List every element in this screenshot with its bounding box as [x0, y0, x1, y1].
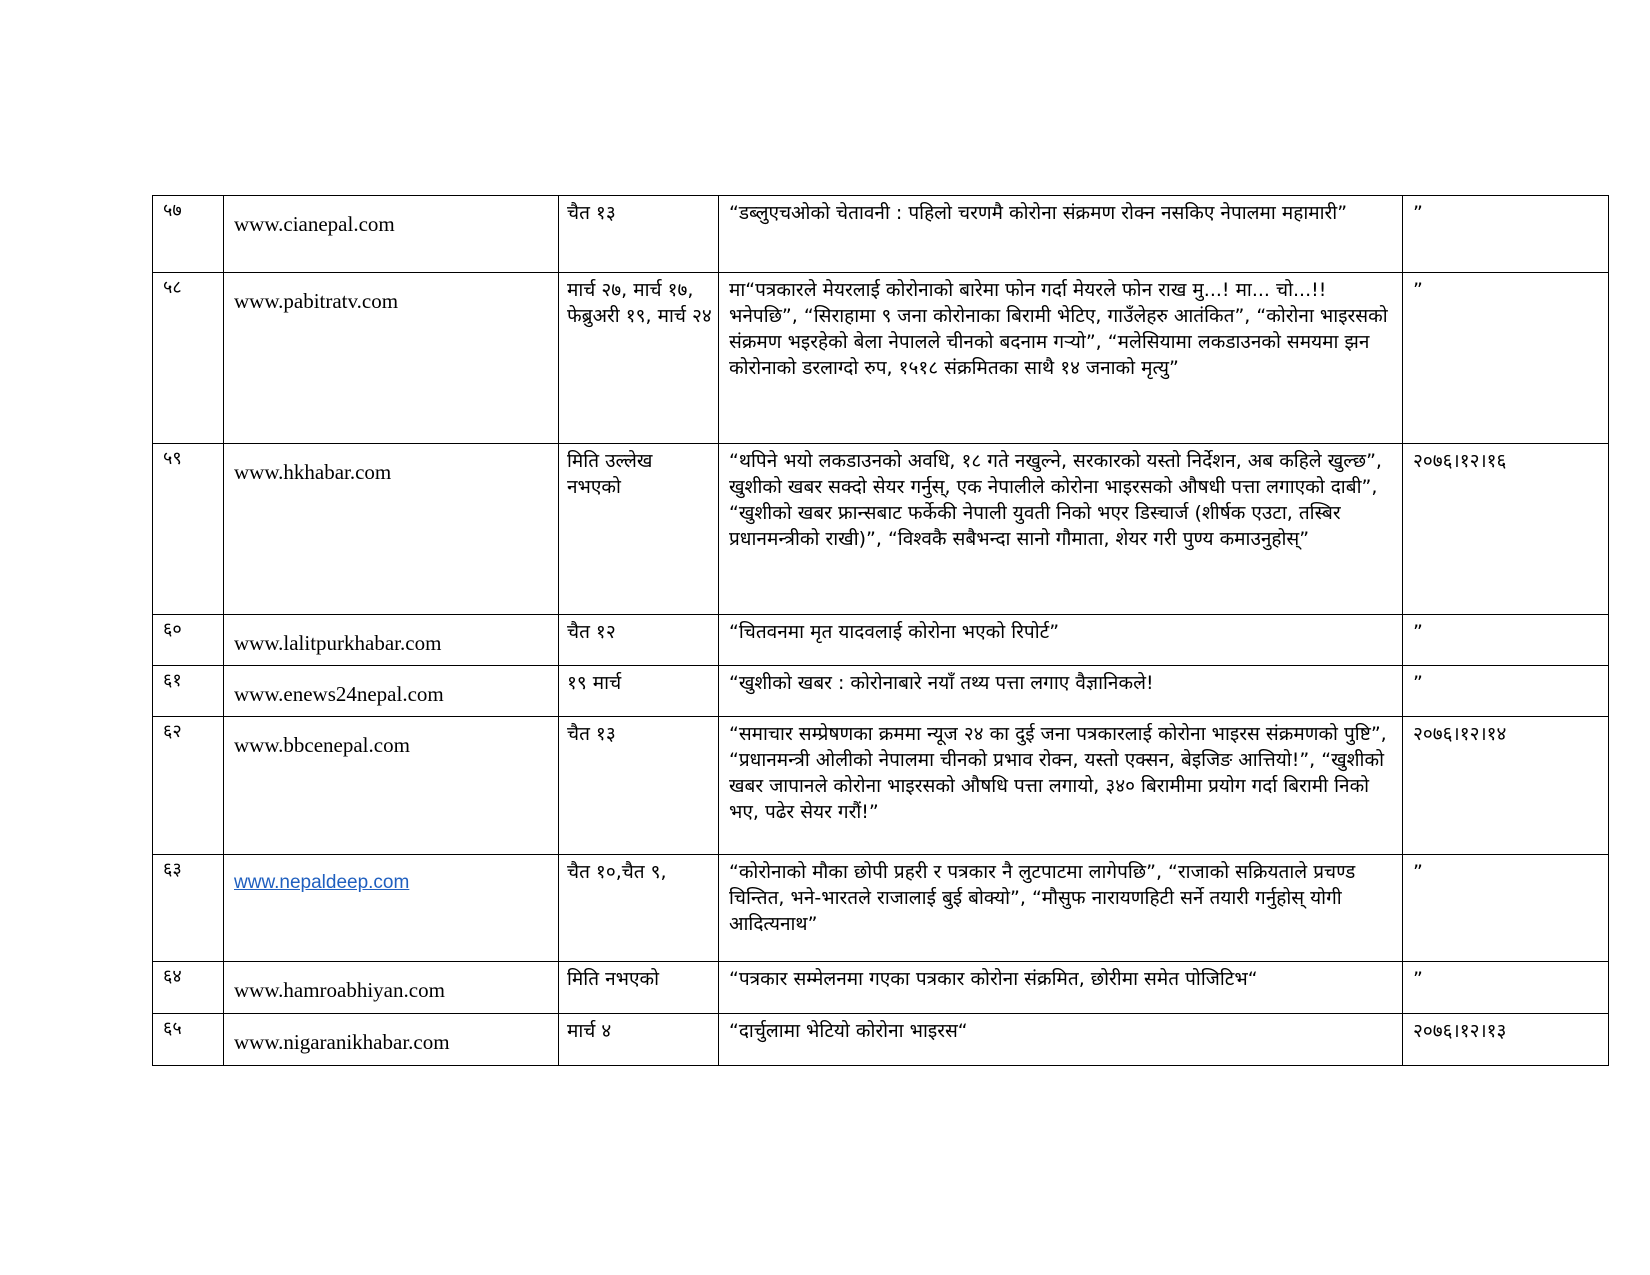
row-number: ६० — [163, 619, 182, 640]
date-cell — [559, 717, 719, 855]
website-name: www.enews24nepal.com — [234, 682, 444, 706]
website-cell — [224, 196, 559, 273]
news-headlines: “थपिने भयो लकडाउनको अवधि, १८ गते नखुल्ने, सरकारको यस्तो निर्देशन, अब कहिले खुल्छ”, खुशीको खबर सक्दो सेयर गर्नुस्, एक नेपालीले कोरोना भाइरसको औषधी पत्ता लगाएको दाबी”, “खुशीको खबर फ्रान्सबाट फर्केकी नेपाली युवती निको भएर डिस्चार्ज (शीर्षक एउटा, तस्बिर प्रधानमन्त्रीको राखी)”, “विश्वकै सबैभन्दा सानो गौमाता, शेयर गरी पुण्य कमाउनुहोस्” — [729, 450, 1382, 550]
table-row — [153, 962, 1609, 1014]
row-number: ६१ — [163, 670, 182, 691]
website-cell — [224, 855, 559, 962]
website-name: www.pabitratv.com — [234, 289, 399, 313]
row-number-cell — [153, 855, 224, 962]
remark-cell — [1403, 196, 1609, 273]
publish-date: चैत १२ — [567, 621, 616, 643]
publish-date: मिति नभएको — [567, 968, 659, 990]
remark-date: ” — [1413, 621, 1423, 643]
row-number-cell — [153, 273, 224, 444]
table-row — [153, 666, 1609, 717]
table-row — [153, 855, 1609, 962]
row-number: ६४ — [163, 966, 182, 987]
remark-cell — [1403, 666, 1609, 717]
publish-date: चैत १३ — [567, 202, 616, 224]
publish-date: मार्च ४ — [567, 1020, 612, 1042]
website-cell — [224, 717, 559, 855]
table-row — [153, 196, 1609, 273]
headline-cell — [719, 962, 1403, 1014]
remark-cell — [1403, 1014, 1609, 1066]
headline-cell — [719, 273, 1403, 444]
headline-cell — [719, 1014, 1403, 1066]
row-number: ६२ — [163, 721, 182, 742]
row-number: ६३ — [163, 859, 182, 880]
headline-cell — [719, 717, 1403, 855]
headline-cell — [719, 444, 1403, 615]
website-cell — [224, 444, 559, 615]
website-cell — [224, 615, 559, 666]
remark-date: ” — [1413, 202, 1423, 224]
remark-date: ” — [1413, 861, 1423, 883]
date-cell — [559, 444, 719, 615]
row-number-cell — [153, 615, 224, 666]
remark-cell — [1403, 273, 1609, 444]
date-cell — [559, 1014, 719, 1066]
row-number-cell — [153, 1014, 224, 1066]
news-headlines: “डब्लुएचओको चेतावनी : पहिलो चरणमै कोरोना संक्रमण रोक्न नसकिए नेपालमा महामारी” — [729, 202, 1348, 224]
headline-cell — [719, 855, 1403, 962]
publish-date: १९ मार्च — [567, 672, 622, 694]
row-number-cell — [153, 717, 224, 855]
website-cell — [224, 666, 559, 717]
headline-cell — [719, 196, 1403, 273]
row-number-cell — [153, 666, 224, 717]
table-row — [153, 717, 1609, 855]
publish-date: मिति उल्लेख नभएको — [567, 450, 653, 498]
row-number: ५७ — [163, 200, 182, 221]
remark-date: ” — [1413, 672, 1423, 694]
remark-date: २०७६।१२।१३ — [1413, 1020, 1507, 1042]
table-row — [153, 444, 1609, 615]
row-number: ५९ — [163, 448, 182, 469]
website-name: www.hkhabar.com — [234, 460, 392, 484]
website-name: www.bbcenepal.com — [234, 733, 410, 757]
website-cell — [224, 273, 559, 444]
headline-cell — [719, 666, 1403, 717]
date-cell — [559, 666, 719, 717]
table-row — [153, 273, 1609, 444]
website-name: www.nigaranikhabar.com — [234, 1030, 450, 1054]
remark-cell — [1403, 444, 1609, 615]
table-row — [153, 615, 1609, 666]
news-headlines: “चितवनमा मृत यादवलाई कोरोना भएको रिपोर्ट” — [729, 621, 1060, 643]
news-headlines: “कोरोनाको मौका छोपी प्रहरी र पत्रकार नै लुटपाटमा लागेपछि”, “राजाको सक्रियताले प्रचण्ड चिन्तित, भने-भारतले राजालाई बुई बोक्यो”, “मौसुफ नारायणहिटी सर्ने तयारी गर्नुहोस् योगी आदित्यनाथ” — [729, 861, 1356, 935]
remark-date: ” — [1413, 968, 1423, 990]
news-headlines: “पत्रकार सम्मेलनमा गएका पत्रकार कोरोना संक्रमित, छोरीमा समेत पोजिटिभ“ — [729, 968, 1258, 990]
row-number-cell — [153, 444, 224, 615]
news-headlines: मा“पत्रकारले मेयरलाई कोरोनाको बारेमा फोन गर्दा मेयरले फोन राख मु...! मा... चो...!! भनेपछि”, “सिराहामा ९ जना कोरोनाका बिरामी भेटिए, गाउँलेहरु आतंकित”, “कोरोना भाइरसको संक्रमण भइरहेको बेला नेपालले चीनको बदनाम गऱ्यो”, “मलेसियामा लकडाउनको समयमा झन कोरोनाको डरलाग्दो रुप, १५१८ संक्रमितका साथै १४ जनाको मृत्यु” — [729, 279, 1388, 379]
remark-cell — [1403, 717, 1609, 855]
remark-date: २०७६।१२।१६ — [1413, 450, 1507, 472]
news-headlines: “समाचार सम्प्रेषणका क्रममा न्यूज २४ का दुई जना पत्रकारलाई कोरोना भाइरस संक्रमणको पुष्टि”, “प्रधानमन्त्री ओलीको नेपालमा चीनको प्रभाव रोक्न, यस्तो एक्सन, बेइजिङ आत्तियो!”, “खुशीको खबर जापानले कोरोना भाइरसको औषधि पत्ता लगायो, ३४० बिरामीमा प्रयोग गर्दा बिरामी निको भए, पढेर सेयर गरौं!” — [729, 723, 1387, 823]
row-number: ५८ — [163, 277, 182, 298]
headline-cell — [719, 615, 1403, 666]
table-row — [153, 1014, 1609, 1066]
date-cell — [559, 273, 719, 444]
remark-date: ” — [1413, 279, 1423, 301]
remark-date: २०७६।१२।१४ — [1413, 723, 1507, 745]
publish-date: चैत १३ — [567, 723, 616, 745]
row-number-cell — [153, 962, 224, 1014]
publish-date: चैत १०,चैत ९, — [567, 861, 667, 883]
date-cell — [559, 855, 719, 962]
remark-cell — [1403, 855, 1609, 962]
news-headlines: “खुशीको खबर : कोरोनाबारे नयाँ तथ्य पत्ता लगाए वैज्ञानिकले! — [729, 672, 1154, 694]
date-cell — [559, 196, 719, 273]
website-name: www.hamroabhiyan.com — [234, 978, 445, 1002]
website-name: www.cianepal.com — [234, 212, 395, 236]
remark-cell — [1403, 615, 1609, 666]
news-headlines: “दार्चुलामा भेटियो कोरोना भाइरस“ — [729, 1020, 968, 1042]
publish-date: मार्च २७, मार्च १७, फेब्रुअरी १९, मार्च २४ — [567, 279, 712, 327]
website-link[interactable]: www.nepaldeep.com — [234, 872, 410, 893]
date-cell — [559, 615, 719, 666]
remark-cell — [1403, 962, 1609, 1014]
website-name: www.lalitpurkhabar.com — [234, 631, 442, 655]
row-number: ६५ — [163, 1018, 182, 1039]
date-cell — [559, 962, 719, 1014]
row-number-cell — [153, 196, 224, 273]
news-monitoring-table — [152, 195, 1609, 1066]
website-cell — [224, 1014, 559, 1066]
website-cell — [224, 962, 559, 1014]
